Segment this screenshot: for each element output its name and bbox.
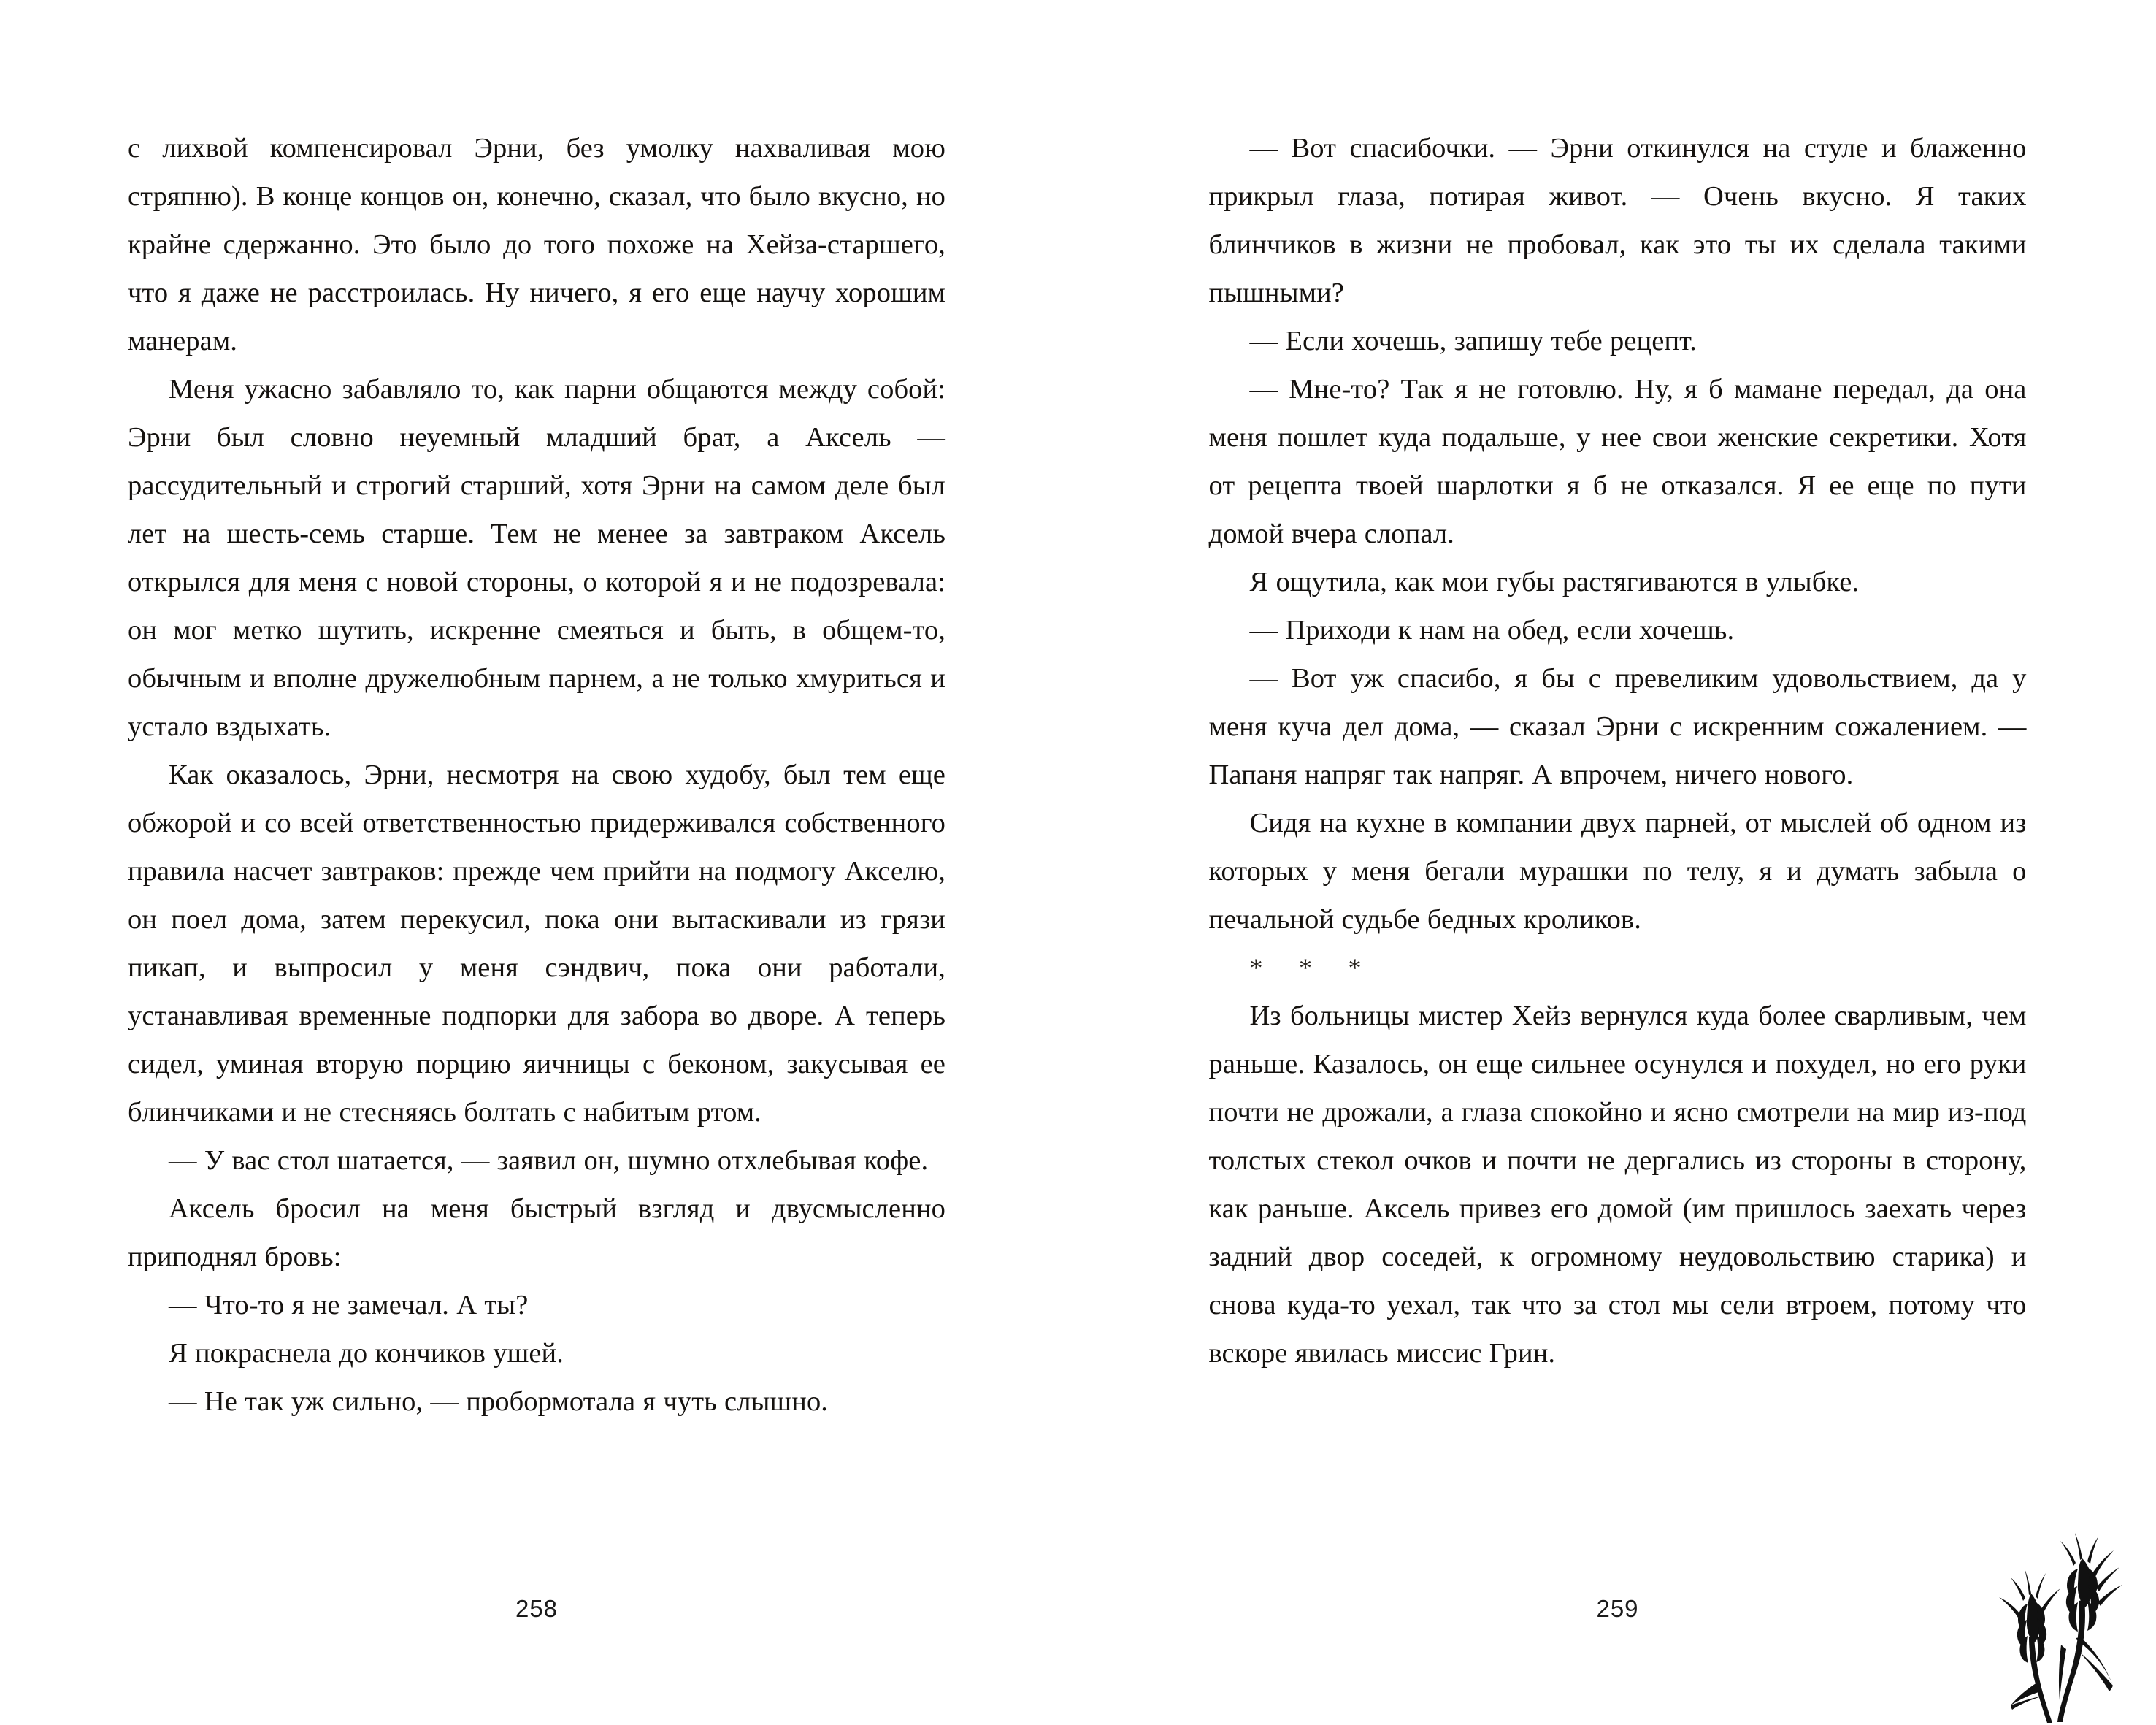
right-page-text-column bbox=[1209, 124, 2027, 1377]
wheat-ears-ornament bbox=[1990, 1521, 2140, 1725]
paragraph: Из больницы мистер Хейз вернулся куда более сварливым, чем раньше. Казалось, он еще сильнее осунулся и похудел, но его руки почти не дрожали, а глаза спокойно и ясно смотрели на мир из-под толстых стекол очков и почти не дергались из стороны в сторону, как раньше. Аксель привез его домой (им пришлось заехать через задний двор соседей, к огромному неудовольствию старика) и снова куда-то уехал, так что за стол мы сели втроем, потому что вскоре явилась миссис Грин. bbox=[1208, 1001, 2027, 1369]
paragraph-dialogue: — Что-то я не замечал. А ты? bbox=[169, 1290, 529, 1320]
paragraph-dialogue: — У вас стол шатается, — заявил он, шумно отхлебывая кофе. bbox=[169, 1145, 929, 1176]
paragraph-dialogue: — Если хочешь, запишу тебе рецепт. bbox=[1249, 326, 1697, 356]
paragraph: Я ощутила, как мои губы растягиваются в улыбке. bbox=[1249, 567, 1860, 597]
paragraph-dialogue: — Вот уж спасибо, я бы с превеликим удовольствием, да у меня куча дел дома, — сказал Эрни с искренним сожалением. — Папаня напряг так напряг. А впрочем, ничего нового. bbox=[1208, 663, 2027, 790]
paragraph: Меня ужасно забавляло то, как парни общаются между собой: Эрни был словно неуемный младший брат, а Аксель — рассудительный и строгий старший, хотя Эрни на самом деле был лет на шесть-семь старше. Тем не менее за завтраком Аксель открылся для меня с новой стороны, о которой я и не подозревала: он мог метко шутить, искренне смеяться и быть, в общем-то, обычным и вполне дружелюбным парнем, а не только хмуриться и устало вздыхать. bbox=[128, 374, 945, 742]
paragraph: Я покраснела до кончиков ушей. bbox=[169, 1338, 564, 1369]
scene-separator: * * * bbox=[1249, 953, 1376, 982]
page-right bbox=[1078, 0, 2156, 1725]
page-number-right: 259 bbox=[1596, 1595, 1639, 1622]
paragraph-dialogue: — Не так уж сильно, — пробормотала я чуть слышно. bbox=[169, 1386, 829, 1417]
paragraph: Как оказалось, Эрни, несмотря на свою худобу, был тем еще обжорой и со всей ответственностью придерживался собственного правила насчет завтраков: прежде чем прийти на подмогу Акселю, он поел дома, затем перекусил, пока они вытаскивали из грязи пикап, и выпросил у меня сэндвич, пока они работали, устанавливая временные подпорки для забора во дворе. А теперь сидел, уминая вторую порцию яичницы с беконом, закусывая ее блинчиками и не стесняясь болтать с набитым ртом. bbox=[128, 760, 945, 1128]
paragraph-dialogue: — Вот спасибочки. — Эрни откинулся на стуле и блаженно прикрыл глаза, потирая живот. — Очень вкусно. Я таких блинчиков в жизни не пробовал, как это ты их сделала такими пышными? bbox=[1208, 133, 2027, 308]
paragraph-dialogue: — Приходи к нам на обед, если хочешь. bbox=[1249, 615, 1735, 646]
page-number-left: 258 bbox=[515, 1595, 559, 1622]
left-page-text-column bbox=[128, 124, 945, 1426]
paragraph: Аксель бросил на меня быстрый взгляд и двусмысленно приподнял бровь: bbox=[128, 1193, 945, 1272]
paragraph-dialogue: — Мне-то? Так я не готовлю. Ну, я б мамане передал, да она меня пошлет куда подальше, у нее свои женские секретики. Хотя от рецепта твоей шарлотки я б не отказался. Я ее еще по пути домой вчера слопал. bbox=[1208, 374, 2027, 549]
paragraph: с лихвой компенсировал Эрни, без умолку нахваливая мою стряпню). В конце концов он, конечно, сказал, что было вкусно, но крайне сдержанно. Это было до того похоже на Хейза-старшего, что я даже не расстроилась. Ну ничего, я его еще научу хорошим манерам. bbox=[128, 133, 945, 356]
paragraph: Сидя на кухне в компании двух парней, от мыслей об одном из которых у меня бегали мурашки по телу, я и думать забыла о печальной судьбе бедных кроликов. bbox=[1208, 808, 2027, 935]
